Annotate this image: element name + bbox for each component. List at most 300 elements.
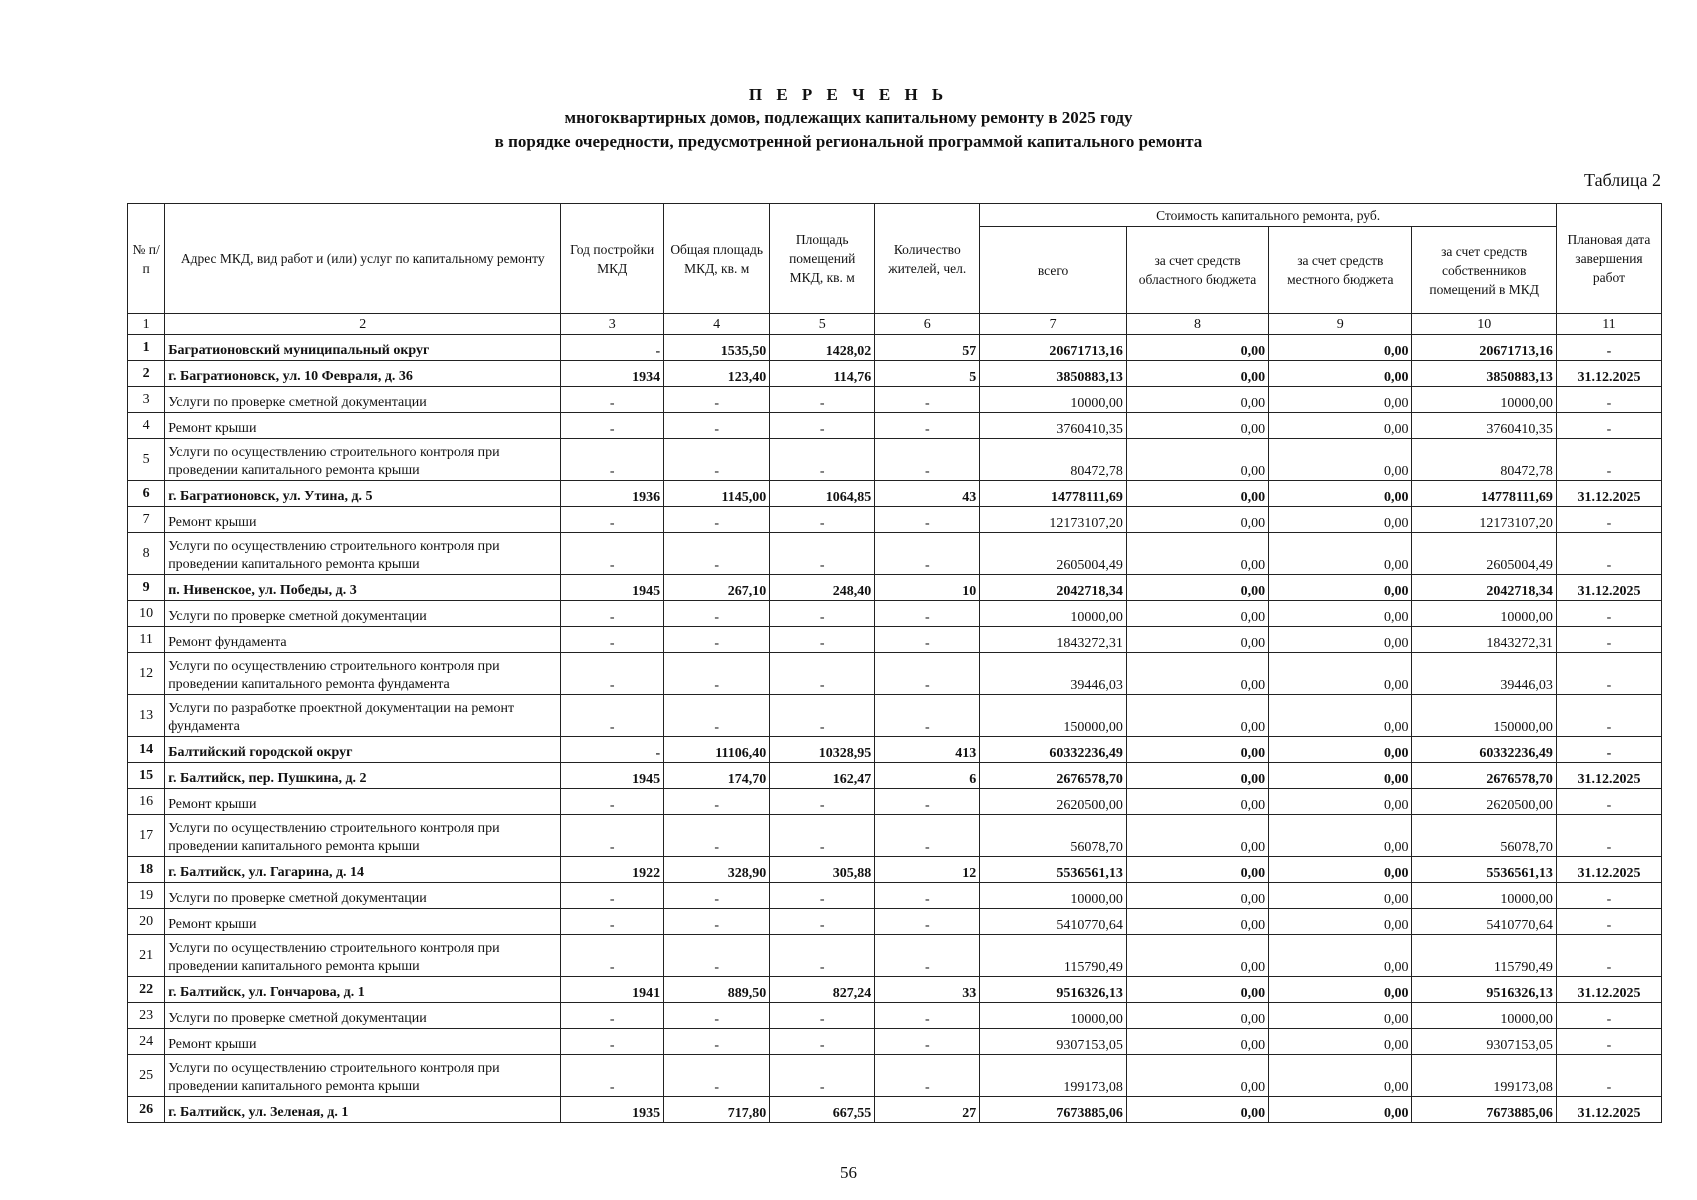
row-total-area: - xyxy=(664,935,770,977)
row-number: 24 xyxy=(128,1029,165,1055)
row-number: 17 xyxy=(128,815,165,857)
row-rooms-area: - xyxy=(770,1003,875,1029)
row-total-area: - xyxy=(664,507,770,533)
title-main: П Е Р Е Ч Е Н Ь xyxy=(748,85,949,104)
row-cost-regional: 0,00 xyxy=(1126,695,1268,737)
row-cost-owners: 12173107,20 xyxy=(1412,507,1556,533)
row-cost-owners: 115790,49 xyxy=(1412,935,1556,977)
row-cost-total: 7673885,06 xyxy=(980,1097,1127,1123)
row-planned-date: - xyxy=(1556,439,1661,481)
row-residents: - xyxy=(875,627,980,653)
table-row xyxy=(128,387,1662,413)
row-cost-regional: 0,00 xyxy=(1126,1029,1268,1055)
row-planned-date: - xyxy=(1556,653,1661,695)
row-cost-regional: 0,00 xyxy=(1126,1097,1268,1123)
row-planned-date: - xyxy=(1556,789,1661,815)
row-residents: - xyxy=(875,387,980,413)
row-residents: - xyxy=(875,507,980,533)
row-planned-date: - xyxy=(1556,413,1661,439)
row-year: 1936 xyxy=(561,481,664,507)
row-cost-owners: 3760410,35 xyxy=(1412,413,1556,439)
row-cost-total: 1843272,31 xyxy=(980,627,1127,653)
row-rooms-area: - xyxy=(770,507,875,533)
row-year: 1945 xyxy=(561,575,664,601)
row-total-area: - xyxy=(664,909,770,935)
column-number: 6 xyxy=(875,314,980,335)
row-number: 15 xyxy=(128,763,165,789)
row-rooms-area: - xyxy=(770,815,875,857)
table-row xyxy=(128,361,1662,387)
row-number: 6 xyxy=(128,481,165,507)
row-cost-local: 0,00 xyxy=(1269,1097,1412,1123)
row-rooms-area: - xyxy=(770,695,875,737)
column-number: 8 xyxy=(1126,314,1268,335)
table-row xyxy=(128,1029,1662,1055)
row-residents: 43 xyxy=(875,481,980,507)
column-number: 7 xyxy=(980,314,1127,335)
row-planned-date: 31.12.2025 xyxy=(1556,575,1661,601)
row-address: Балтийский городской округ xyxy=(165,737,561,763)
row-rooms-area: - xyxy=(770,1055,875,1097)
row-number: 16 xyxy=(128,789,165,815)
row-total-area: - xyxy=(664,1029,770,1055)
row-address: г. Багратионовск, ул. 10 Февраля, д. 36 xyxy=(165,361,561,387)
row-residents: 12 xyxy=(875,857,980,883)
row-cost-regional: 0,00 xyxy=(1126,1055,1268,1097)
row-total-area: 717,80 xyxy=(664,1097,770,1123)
row-cost-owners: 2620500,00 xyxy=(1412,789,1556,815)
row-year: - xyxy=(561,815,664,857)
row-cost-total: 10000,00 xyxy=(980,387,1127,413)
table-row xyxy=(128,507,1662,533)
row-total-area: - xyxy=(664,653,770,695)
row-cost-local: 0,00 xyxy=(1269,909,1412,935)
row-cost-local: 0,00 xyxy=(1269,481,1412,507)
row-rooms-area: - xyxy=(770,883,875,909)
row-year: 1935 xyxy=(561,1097,664,1123)
row-year: - xyxy=(561,507,664,533)
row-planned-date: 31.12.2025 xyxy=(1556,977,1661,1003)
row-total-area: 1535,50 xyxy=(664,335,770,361)
row-number: 3 xyxy=(128,387,165,413)
row-cost-total: 10000,00 xyxy=(980,883,1127,909)
row-total-area: - xyxy=(664,601,770,627)
row-address: Ремонт крыши xyxy=(165,1029,561,1055)
row-cost-regional: 0,00 xyxy=(1126,909,1268,935)
row-planned-date: - xyxy=(1556,533,1661,575)
row-cost-regional: 0,00 xyxy=(1126,439,1268,481)
row-residents: - xyxy=(875,695,980,737)
row-address: Ремонт крыши xyxy=(165,413,561,439)
row-planned-date: - xyxy=(1556,601,1661,627)
row-planned-date: 31.12.2025 xyxy=(1556,361,1661,387)
row-number: 2 xyxy=(128,361,165,387)
row-residents: - xyxy=(875,439,980,481)
row-cost-local: 0,00 xyxy=(1269,653,1412,695)
row-number: 8 xyxy=(128,533,165,575)
row-residents: - xyxy=(875,789,980,815)
table-row xyxy=(128,481,1662,507)
table-body xyxy=(128,335,1662,1123)
row-residents: 413 xyxy=(875,737,980,763)
row-cost-regional: 0,00 xyxy=(1126,413,1268,439)
row-cost-owners: 2676578,70 xyxy=(1412,763,1556,789)
row-cost-local: 0,00 xyxy=(1269,789,1412,815)
page-number: 56 xyxy=(840,1163,857,1182)
row-total-area: - xyxy=(664,627,770,653)
row-cost-local: 0,00 xyxy=(1269,335,1412,361)
row-address: Ремонт крыши xyxy=(165,909,561,935)
row-total-area: - xyxy=(664,533,770,575)
row-cost-regional: 0,00 xyxy=(1126,1003,1268,1029)
row-residents: - xyxy=(875,883,980,909)
row-number: 18 xyxy=(128,857,165,883)
row-cost-local: 0,00 xyxy=(1269,387,1412,413)
row-address: Услуги по осуществлению строительного контроля при проведении капитального ремонта крыши xyxy=(165,533,561,575)
row-cost-owners: 5410770,64 xyxy=(1412,909,1556,935)
row-rooms-area: 1428,02 xyxy=(770,335,875,361)
row-year: - xyxy=(561,413,664,439)
row-cost-regional: 0,00 xyxy=(1126,977,1268,1003)
row-cost-local: 0,00 xyxy=(1269,695,1412,737)
row-cost-regional: 0,00 xyxy=(1126,601,1268,627)
row-residents: - xyxy=(875,935,980,977)
row-total-area: - xyxy=(664,413,770,439)
row-address: Услуги по проверке сметной документации xyxy=(165,601,561,627)
row-planned-date: 31.12.2025 xyxy=(1556,1097,1661,1123)
row-cost-regional: 0,00 xyxy=(1126,361,1268,387)
header-cost-local: за счет средств местного бюджета xyxy=(1269,227,1412,314)
header-year: Год постройки МКД xyxy=(561,204,664,314)
row-total-area: 328,90 xyxy=(664,857,770,883)
row-cost-owners: 10000,00 xyxy=(1412,601,1556,627)
row-number: 7 xyxy=(128,507,165,533)
row-cost-local: 0,00 xyxy=(1269,977,1412,1003)
row-cost-local: 0,00 xyxy=(1269,413,1412,439)
row-year: - xyxy=(561,1055,664,1097)
row-total-area: - xyxy=(664,1055,770,1097)
row-residents: 10 xyxy=(875,575,980,601)
row-cost-owners: 14778111,69 xyxy=(1412,481,1556,507)
row-cost-total: 56078,70 xyxy=(980,815,1127,857)
row-cost-owners: 2605004,49 xyxy=(1412,533,1556,575)
row-number: 21 xyxy=(128,935,165,977)
row-address: Услуги по разработке проектной документации на ремонт фундамента xyxy=(165,695,561,737)
row-year: - xyxy=(561,627,664,653)
column-number: 2 xyxy=(165,314,561,335)
row-year: - xyxy=(561,387,664,413)
row-cost-owners: 3850883,13 xyxy=(1412,361,1556,387)
table-row xyxy=(128,695,1662,737)
column-number: 9 xyxy=(1269,314,1412,335)
table-row xyxy=(128,1097,1662,1123)
row-cost-regional: 0,00 xyxy=(1126,653,1268,695)
row-rooms-area: - xyxy=(770,387,875,413)
row-planned-date: - xyxy=(1556,883,1661,909)
table-row xyxy=(128,601,1662,627)
row-cost-owners: 10000,00 xyxy=(1412,883,1556,909)
row-cost-regional: 0,00 xyxy=(1126,737,1268,763)
row-cost-total: 2620500,00 xyxy=(980,789,1127,815)
row-address: Услуги по осуществлению строительного контроля при проведении капитального ремонта крыши xyxy=(165,1055,561,1097)
header-residents: Количество жителей, чел. xyxy=(875,204,980,314)
row-number: 13 xyxy=(128,695,165,737)
row-rooms-area: 114,76 xyxy=(770,361,875,387)
row-number: 1 xyxy=(128,335,165,361)
row-cost-total: 5410770,64 xyxy=(980,909,1127,935)
row-cost-total: 2676578,70 xyxy=(980,763,1127,789)
row-planned-date: - xyxy=(1556,627,1661,653)
row-rooms-area: - xyxy=(770,627,875,653)
row-cost-local: 0,00 xyxy=(1269,935,1412,977)
row-residents: 27 xyxy=(875,1097,980,1123)
row-cost-local: 0,00 xyxy=(1269,575,1412,601)
row-rooms-area: - xyxy=(770,935,875,977)
row-rooms-area: - xyxy=(770,413,875,439)
row-cost-total: 10000,00 xyxy=(980,601,1127,627)
row-residents: - xyxy=(875,601,980,627)
row-total-area: 1145,00 xyxy=(664,481,770,507)
row-number: 23 xyxy=(128,1003,165,1029)
row-number: 14 xyxy=(128,737,165,763)
header-cost-regional: за счет средств областного бюджета xyxy=(1126,227,1268,314)
row-cost-total: 20671713,16 xyxy=(980,335,1127,361)
document-title xyxy=(0,84,1697,154)
header-planned-date: Плановая дата завершения работ xyxy=(1556,204,1661,314)
row-rooms-area: - xyxy=(770,909,875,935)
row-cost-local: 0,00 xyxy=(1269,737,1412,763)
row-cost-owners: 199173,08 xyxy=(1412,1055,1556,1097)
row-planned-date: - xyxy=(1556,1055,1661,1097)
row-cost-owners: 20671713,16 xyxy=(1412,335,1556,361)
row-address: г. Балтийск, ул. Гагарина, д. 14 xyxy=(165,857,561,883)
row-total-area: 174,70 xyxy=(664,763,770,789)
row-address: Услуги по проверке сметной документации xyxy=(165,1003,561,1029)
row-planned-date: - xyxy=(1556,909,1661,935)
row-rooms-area: - xyxy=(770,439,875,481)
row-cost-total: 60332236,49 xyxy=(980,737,1127,763)
row-residents: 5 xyxy=(875,361,980,387)
row-cost-total: 9516326,13 xyxy=(980,977,1127,1003)
row-address: г. Балтийск, ул. Гончарова, д. 1 xyxy=(165,977,561,1003)
row-planned-date: - xyxy=(1556,335,1661,361)
row-year: 1941 xyxy=(561,977,664,1003)
table-row xyxy=(128,413,1662,439)
row-cost-total: 12173107,20 xyxy=(980,507,1127,533)
table-row xyxy=(128,815,1662,857)
row-address: Услуги по осуществлению строительного контроля при проведении капитального ремонта крыши xyxy=(165,815,561,857)
row-total-area: 123,40 xyxy=(664,361,770,387)
row-address: Услуги по осуществлению строительного контроля при проведении капитального ремонта крыши xyxy=(165,439,561,481)
row-total-area: 889,50 xyxy=(664,977,770,1003)
row-total-area: 11106,40 xyxy=(664,737,770,763)
row-cost-local: 0,00 xyxy=(1269,763,1412,789)
row-residents: - xyxy=(875,1055,980,1097)
row-rooms-area: 667,55 xyxy=(770,1097,875,1123)
row-residents: 6 xyxy=(875,763,980,789)
title-line-2: в порядке очередности, предусмотренной региональной программой капитального ремонта xyxy=(494,132,1203,151)
header-cost-total: всего xyxy=(980,227,1127,314)
row-cost-regional: 0,00 xyxy=(1126,575,1268,601)
row-residents: - xyxy=(875,533,980,575)
row-year: - xyxy=(561,533,664,575)
row-cost-owners: 10000,00 xyxy=(1412,1003,1556,1029)
row-cost-owners: 10000,00 xyxy=(1412,387,1556,413)
table-row xyxy=(128,763,1662,789)
row-rooms-area: 10328,95 xyxy=(770,737,875,763)
row-cost-owners: 7673885,06 xyxy=(1412,1097,1556,1123)
row-cost-total: 39446,03 xyxy=(980,653,1127,695)
row-cost-local: 0,00 xyxy=(1269,627,1412,653)
table-row xyxy=(128,977,1662,1003)
header-num: № п/п xyxy=(128,204,165,314)
row-number: 4 xyxy=(128,413,165,439)
row-cost-total: 14778111,69 xyxy=(980,481,1127,507)
row-address: Услуги по осуществлению строительного контроля при проведении капитального ремонта крыши xyxy=(165,935,561,977)
row-cost-regional: 0,00 xyxy=(1126,533,1268,575)
row-cost-owners: 9516326,13 xyxy=(1412,977,1556,1003)
repair-list-table xyxy=(127,203,1662,1123)
row-planned-date: - xyxy=(1556,1003,1661,1029)
table-row xyxy=(128,627,1662,653)
table-row xyxy=(128,1055,1662,1097)
table-row xyxy=(128,533,1662,575)
row-cost-regional: 0,00 xyxy=(1126,935,1268,977)
table-label: Таблица 2 xyxy=(1584,170,1661,190)
table-row xyxy=(128,439,1662,481)
header-address: Адрес МКД, вид работ и (или) услуг по капитальному ремонту xyxy=(165,204,561,314)
row-residents: - xyxy=(875,909,980,935)
row-cost-total: 199173,08 xyxy=(980,1055,1127,1097)
row-cost-regional: 0,00 xyxy=(1126,857,1268,883)
row-address: Ремонт крыши xyxy=(165,507,561,533)
column-number: 3 xyxy=(561,314,664,335)
row-number: 12 xyxy=(128,653,165,695)
row-planned-date: - xyxy=(1556,815,1661,857)
header-rooms-area: Площадь помещений МКД, кв. м xyxy=(770,204,875,314)
row-cost-owners: 56078,70 xyxy=(1412,815,1556,857)
row-address: Ремонт крыши xyxy=(165,789,561,815)
row-total-area: - xyxy=(664,815,770,857)
row-planned-date: - xyxy=(1556,695,1661,737)
table-row xyxy=(128,935,1662,977)
row-number: 22 xyxy=(128,977,165,1003)
row-cost-owners: 1843272,31 xyxy=(1412,627,1556,653)
row-year: - xyxy=(561,1029,664,1055)
row-total-area: 267,10 xyxy=(664,575,770,601)
row-total-area: - xyxy=(664,1003,770,1029)
row-address: Услуги по осуществлению строительного контроля при проведении капитального ремонта фундамента xyxy=(165,653,561,695)
row-planned-date: 31.12.2025 xyxy=(1556,763,1661,789)
row-planned-date: - xyxy=(1556,935,1661,977)
row-cost-total: 5536561,13 xyxy=(980,857,1127,883)
row-rooms-area: 248,40 xyxy=(770,575,875,601)
row-cost-local: 0,00 xyxy=(1269,1055,1412,1097)
row-number: 9 xyxy=(128,575,165,601)
row-rooms-area: - xyxy=(770,601,875,627)
table-row xyxy=(128,335,1662,361)
row-year: - xyxy=(561,883,664,909)
row-cost-owners: 80472,78 xyxy=(1412,439,1556,481)
table-row xyxy=(128,857,1662,883)
header-cost-owners: за счет средств собственников помещений в МКД xyxy=(1412,227,1556,314)
row-cost-local: 0,00 xyxy=(1269,1003,1412,1029)
row-year: - xyxy=(561,439,664,481)
row-cost-total: 80472,78 xyxy=(980,439,1127,481)
table-row xyxy=(128,737,1662,763)
row-cost-regional: 0,00 xyxy=(1126,789,1268,815)
row-cost-local: 0,00 xyxy=(1269,361,1412,387)
row-address: Услуги по проверке сметной документации xyxy=(165,387,561,413)
row-cost-total: 2042718,34 xyxy=(980,575,1127,601)
row-cost-total: 115790,49 xyxy=(980,935,1127,977)
row-number: 20 xyxy=(128,909,165,935)
column-number: 4 xyxy=(664,314,770,335)
row-cost-owners: 60332236,49 xyxy=(1412,737,1556,763)
row-rooms-area: 305,88 xyxy=(770,857,875,883)
row-year: - xyxy=(561,335,664,361)
row-cost-total: 3760410,35 xyxy=(980,413,1127,439)
row-cost-local: 0,00 xyxy=(1269,883,1412,909)
row-planned-date: 31.12.2025 xyxy=(1556,857,1661,883)
row-rooms-area: 1064,85 xyxy=(770,481,875,507)
row-cost-local: 0,00 xyxy=(1269,1029,1412,1055)
table-row xyxy=(128,1003,1662,1029)
row-cost-regional: 0,00 xyxy=(1126,481,1268,507)
row-address: г. Балтийск, ул. Зеленая, д. 1 xyxy=(165,1097,561,1123)
row-number: 10 xyxy=(128,601,165,627)
row-address: г. Балтийск, пер. Пушкина, д. 2 xyxy=(165,763,561,789)
row-rooms-area: - xyxy=(770,533,875,575)
header-cost-group: Стоимость капитального ремонта, руб. xyxy=(980,204,1557,227)
row-cost-owners: 9307153,05 xyxy=(1412,1029,1556,1055)
row-year: 1922 xyxy=(561,857,664,883)
row-planned-date: 31.12.2025 xyxy=(1556,481,1661,507)
row-residents: 57 xyxy=(875,335,980,361)
row-rooms-area: 827,24 xyxy=(770,977,875,1003)
table-row xyxy=(128,789,1662,815)
row-cost-owners: 5536561,13 xyxy=(1412,857,1556,883)
row-residents: - xyxy=(875,815,980,857)
row-cost-owners: 2042718,34 xyxy=(1412,575,1556,601)
row-cost-regional: 0,00 xyxy=(1126,883,1268,909)
row-cost-local: 0,00 xyxy=(1269,533,1412,575)
row-address: Услуги по проверке сметной документации xyxy=(165,883,561,909)
row-planned-date: - xyxy=(1556,737,1661,763)
row-number: 25 xyxy=(128,1055,165,1097)
row-residents: 33 xyxy=(875,977,980,1003)
row-cost-regional: 0,00 xyxy=(1126,335,1268,361)
row-year: - xyxy=(561,789,664,815)
row-planned-date: - xyxy=(1556,387,1661,413)
row-year: - xyxy=(561,1003,664,1029)
row-cost-local: 0,00 xyxy=(1269,601,1412,627)
row-planned-date: - xyxy=(1556,507,1661,533)
column-number: 5 xyxy=(770,314,875,335)
row-total-area: - xyxy=(664,387,770,413)
row-cost-local: 0,00 xyxy=(1269,857,1412,883)
row-cost-owners: 150000,00 xyxy=(1412,695,1556,737)
row-cost-regional: 0,00 xyxy=(1126,815,1268,857)
row-rooms-area: 162,47 xyxy=(770,763,875,789)
row-cost-owners: 39446,03 xyxy=(1412,653,1556,695)
row-residents: - xyxy=(875,653,980,695)
row-address: п. Нивенское, ул. Победы, д. 3 xyxy=(165,575,561,601)
row-cost-total: 10000,00 xyxy=(980,1003,1127,1029)
row-cost-regional: 0,00 xyxy=(1126,763,1268,789)
table-row xyxy=(128,653,1662,695)
row-rooms-area: - xyxy=(770,653,875,695)
